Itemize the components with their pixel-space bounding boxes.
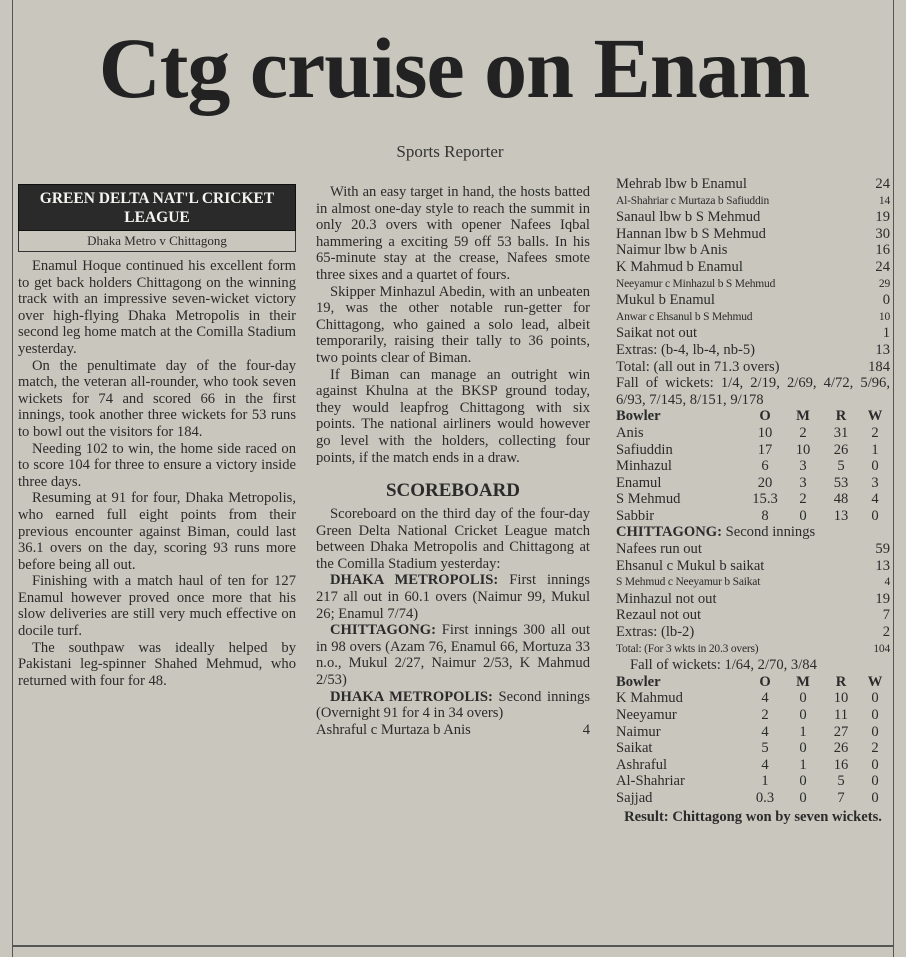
batting-line (616, 591, 890, 608)
batsman: Nafees run out (616, 541, 702, 558)
batting-line (616, 242, 890, 259)
batsman: Mukul b Enamul (616, 292, 715, 309)
runs: 29 (878, 277, 890, 290)
bowling-figure: 2 (761, 707, 769, 723)
ctg-second-innings (616, 524, 890, 541)
runs: 0 (882, 292, 890, 309)
bowling-figure: 1 (871, 441, 879, 458)
runs: 4 (884, 576, 890, 589)
bowling-column-header: W (867, 408, 883, 425)
batting-line (616, 276, 890, 293)
bowling-figure: 4 (761, 723, 769, 740)
bowling-line (616, 690, 890, 707)
batsman: Extras: (b-4, lb-4, nb-5) (616, 341, 756, 358)
bowling-line (616, 757, 890, 774)
ctg-fall-of-wickets: Fall of wickets: 1/64, 2/70, 3/84 (630, 657, 817, 674)
runs: 13 (875, 341, 890, 358)
runs: 7 (882, 607, 890, 624)
runs: 2 (882, 624, 890, 641)
batsman: Ehsanul c Mukul b saikat (616, 557, 765, 574)
bowling-figure: 5 (837, 773, 845, 790)
bowling-header (616, 674, 890, 691)
bowling-line (616, 508, 890, 525)
batting-line (616, 624, 890, 641)
bowling-line (616, 425, 890, 442)
bowling-figure: 4 (871, 491, 879, 508)
bowler: Sajjad (616, 789, 653, 806)
runs: 30 (875, 225, 890, 242)
scoreboard-title: SCOREBOARD (385, 480, 521, 502)
bowling-figure: 3 (799, 458, 807, 475)
bowling-column-header: R (835, 673, 847, 690)
runs: 184 (868, 358, 890, 375)
bowler: Safiuddin (616, 441, 673, 458)
kicker-title: GREEN DELTA NAT'L CRICKET LEAGUE (18, 184, 296, 231)
batting-line (616, 558, 890, 575)
bowling-figure: 2 (799, 491, 807, 508)
bowling-column-header: M (796, 673, 810, 690)
story-paragraph: Resuming at 91 for four, Dhaka Metropolis, who earned full eight points from their previous encounter against Biman, could last 36.1 overs on the day, scoring 93 runs more before being all out. (18, 490, 296, 573)
column-2 (316, 184, 590, 738)
batting-line (616, 209, 890, 226)
runs: 10 (878, 310, 890, 323)
runs: 4 (582, 721, 590, 738)
bowling-figure: 5 (837, 458, 845, 475)
bowling-figure: 8 (761, 507, 769, 524)
byline: Sports Reporter (396, 142, 504, 161)
bowler: Sabbir (616, 507, 655, 524)
bowler: Minhazul (616, 458, 672, 475)
bowler: Naimur (616, 723, 661, 740)
story-paragraph: If Biman can manage an outright win against Khulna at the BKSP ground today, they would leapfrog Chittagong with six points. The national airliners would however go level with the holders, collecting four points, if the match ends in a draw. (316, 366, 590, 466)
runs: 59 (875, 541, 890, 558)
bowling-column-header: Bowler (616, 673, 661, 690)
bowling-column-header: O (759, 673, 771, 690)
left-column-rule (12, 0, 13, 957)
ctg-first-innings (316, 622, 590, 688)
bowler: Enamul (616, 474, 662, 491)
bowler: Anis (616, 424, 644, 441)
bowling-line (616, 740, 890, 757)
bowler: S Mehmud (616, 491, 681, 508)
bowling-figure: 2 (799, 424, 807, 441)
batsman: Naimur lbw b Anis (616, 242, 728, 259)
batting-line (616, 574, 890, 591)
bowling-line (616, 773, 890, 790)
bowling-figure: 1 (799, 756, 807, 773)
runs: 24 (875, 176, 890, 192)
team-name: DHAKA METROPOLIS: (330, 572, 499, 589)
dm-bowling-card (616, 408, 890, 524)
innings-summary: Second innings (Overnight 91 for 4 in 34 overs) (316, 688, 591, 722)
bowling-figure: 3 (799, 474, 807, 491)
innings-summary: First innings 300 all out in 98 overs (Azam 76, Enamul 66, Mortuza 33 n.o., Mukul 2/27, Naimur 2/53, K Mahmud 2/53) (316, 622, 590, 689)
bowling-figure: 6 (761, 458, 769, 475)
runs: 19 (875, 590, 890, 607)
bowling-figure: 0.3 (755, 789, 775, 806)
bowling-figure: 20 (757, 474, 773, 491)
story-paragraph: The southpaw was ideally helped by Pakistani leg-spinner Shahed Mehmud, who returned with four for 48. (18, 639, 296, 689)
innings-summary: Second innings (725, 524, 816, 541)
runs: 13 (875, 557, 890, 574)
story-paragraph: With an easy target in hand, the hosts batted in almost one-day style to reach the summit in only 20.3 overs with opener Nafees Iqbal hammering a exciting 59 off 53 balls. In his 65-minute stay at the crease, Nafees smote three sixes and a quartet of fours. (316, 184, 590, 283)
batsman: Total: (all out in 71.3 overs) (616, 358, 780, 375)
batsman: Sanaul lbw b S Mehmud (616, 209, 761, 226)
bowling-figure: 0 (871, 707, 879, 723)
batsman: Ashraful c Murtaza b Anis (316, 721, 471, 738)
batting-line (616, 226, 890, 243)
batting-line (616, 541, 890, 558)
kicker-subtitle: Dhaka Metro v Chittagong (18, 231, 296, 252)
batting-line (616, 176, 890, 193)
batting-line (616, 325, 890, 342)
runs: 24 (875, 258, 890, 275)
batting-line (616, 359, 890, 376)
bowling-figure: 0 (799, 740, 807, 757)
batting-line (616, 309, 890, 326)
batting-line (616, 607, 890, 624)
bowling-line (616, 491, 890, 508)
bowling-figure: 0 (871, 756, 879, 773)
bowler: Al-Shahriar (616, 773, 685, 790)
batsman: Anwar c Ehsanul b S Mehmud (616, 310, 753, 323)
batting-line (316, 722, 590, 739)
bowling-line (616, 442, 890, 459)
bowling-column-header: O (759, 408, 771, 425)
batting-line (616, 292, 890, 309)
bowling-figure: 2 (871, 740, 879, 757)
bowling-column-header: Bowler (616, 408, 661, 425)
bowling-figure: 16 (833, 756, 849, 773)
bowling-line (616, 475, 890, 492)
batting-line (616, 259, 890, 276)
dm-first-innings (316, 572, 590, 622)
batsman: Al-Shahriar c Murtaza b Safiuddin (616, 194, 770, 207)
bowling-figure: 48 (833, 491, 849, 508)
bowling-figure: 0 (871, 773, 879, 790)
bowling-figure: 0 (871, 789, 879, 806)
runs: 19 (875, 209, 890, 226)
bowling-figure: 7 (837, 789, 845, 806)
headline: Ctg cruise on Enam (98, 20, 810, 116)
story-paragraph: Skipper Minhazul Abedin, with an unbeaten 19, was the other notable run-getter for Chittagong, who gained a solo lead, albeit temporarily, raising their tally to 36 points, two points clear of Biman. (316, 283, 590, 366)
bowling-figure: 0 (871, 690, 879, 707)
column-1 (18, 184, 296, 689)
scoreboard-intro: Scoreboard on the third day of the four-day Green Delta National Cricket League match between Dhaka Metropolis and Chittagong at the Comilla Stadium yesterday: (316, 506, 590, 572)
bowler: Saikat (616, 740, 653, 757)
bowler: Ashraful (616, 756, 668, 773)
bowling-header (616, 408, 890, 425)
bowling-line (616, 790, 890, 807)
dm-second-innings (316, 689, 590, 722)
batsman: Saikat not out (616, 325, 698, 342)
dm-batting-card (616, 176, 890, 375)
bowling-figure: 27 (833, 723, 849, 740)
bowling-figure: 0 (799, 707, 807, 723)
runs: 1 (882, 325, 890, 342)
bowling-figure: 11 (833, 707, 849, 723)
bowling-line (616, 724, 890, 741)
ctg-batting-card (616, 541, 890, 657)
bowling-figure: 0 (871, 507, 879, 524)
bowling-figure: 0 (871, 458, 879, 475)
batsman: Extras: (lb-2) (616, 624, 695, 641)
bowling-figure: 0 (799, 773, 807, 790)
story-paragraph: Finishing with a match haul of ten for 127 Enamul however proved once more that his slow deliveries are still very much effective on docile turf. (18, 573, 296, 640)
story-paragraph: On the penultimate day of the four-day match, the veteran all-rounder, who took seven wickets for 74 and scored 66 in the first innings, took another three wickets for 53 runs to bowl out the visitors for 184. (18, 357, 296, 440)
bowling-figure: 1 (799, 723, 807, 740)
bowling-figure: 0 (799, 690, 807, 707)
bowling-figure: 0 (871, 723, 879, 740)
batting-line (616, 193, 890, 210)
bowler: K Mahmud (616, 690, 683, 707)
batsman: Rezaul not out (616, 607, 702, 624)
bowling-figure: 53 (833, 474, 849, 491)
bowling-column-header: R (835, 408, 847, 425)
story-paragraph: Enamul Hoque continued his excellent form to get back holders Chittagong on the winning track with an impressive seven-wicket victory over high-flying Dhaka Metropolis in their second leg home match at the Comilla Stadium yesterday. (18, 258, 296, 357)
batsman: Total: (For 3 wkts in 20.3 overs) (616, 642, 759, 655)
batsman: Hannan lbw b S Mehmud (616, 225, 766, 242)
batsman: Mehrab lbw b Enamul (616, 176, 747, 192)
story-paragraph: Needing 102 to win, the home side raced on to score 104 for three to ensure a victory inside three days. (18, 440, 296, 490)
bowling-column-header: M (796, 408, 810, 425)
batsman: K Mahmud b Enamul (616, 258, 743, 275)
runs: 16 (875, 242, 890, 259)
runs: 104 (873, 642, 890, 655)
bowling-figure: 26 (833, 441, 849, 458)
runs: 14 (878, 194, 890, 207)
batting-line (616, 342, 890, 359)
bowling-figure: 10 (795, 441, 811, 458)
batsman: Minhazul not out (616, 590, 717, 607)
bowling-figure: 10 (757, 424, 773, 441)
column-3 (616, 176, 890, 825)
bowling-figure: 10 (833, 690, 849, 707)
bowling-figure: 1 (761, 773, 769, 790)
team-name: CHITTAGONG: (330, 622, 436, 639)
bowling-figure: 2 (871, 424, 879, 441)
dm-fall-of-wickets: Fall of wickets: 1/4, 2/19, 2/69, 4/72, 5/96, 6/93, 7/145, 8/151, 9/178 (616, 375, 890, 408)
bowling-figure: 4 (761, 690, 769, 707)
batting-line (616, 641, 890, 658)
bowling-figure: 15.3 (752, 491, 778, 508)
bowling-line (616, 458, 890, 475)
bowling-figure: 17 (757, 441, 773, 458)
bowling-figure: 4 (761, 756, 769, 773)
team-name: CHITTAGONG: (616, 524, 722, 541)
bowling-figure: 26 (833, 740, 849, 757)
bowling-figure: 0 (799, 789, 807, 806)
batsman: S Mehmud c Neeyamur b Saikat (616, 576, 761, 589)
bowling-line (616, 707, 890, 724)
ctg-bowling-card (616, 674, 890, 807)
team-name: DHAKA METROPOLIS: (330, 688, 493, 705)
bottom-rule (12, 945, 894, 947)
batsman: Neeyamur c Minhazul b S Mehmud (616, 277, 776, 290)
innings-summary: First innings 217 all out in 60.1 overs (Naimur 99, Mukul 26; Enamul 7/74) (316, 572, 591, 622)
bowling-figure: 31 (833, 424, 849, 441)
bowling-column-header: W (867, 673, 883, 690)
bowler: Neeyamur (616, 707, 677, 723)
bowling-figure: 3 (871, 474, 879, 491)
bowling-figure: 13 (833, 507, 849, 524)
bowling-figure: 5 (761, 740, 769, 757)
bowling-figure: 0 (799, 507, 807, 524)
match-result: Result: Chittagong won by seven wickets. (624, 808, 882, 825)
right-column-rule (893, 0, 894, 957)
